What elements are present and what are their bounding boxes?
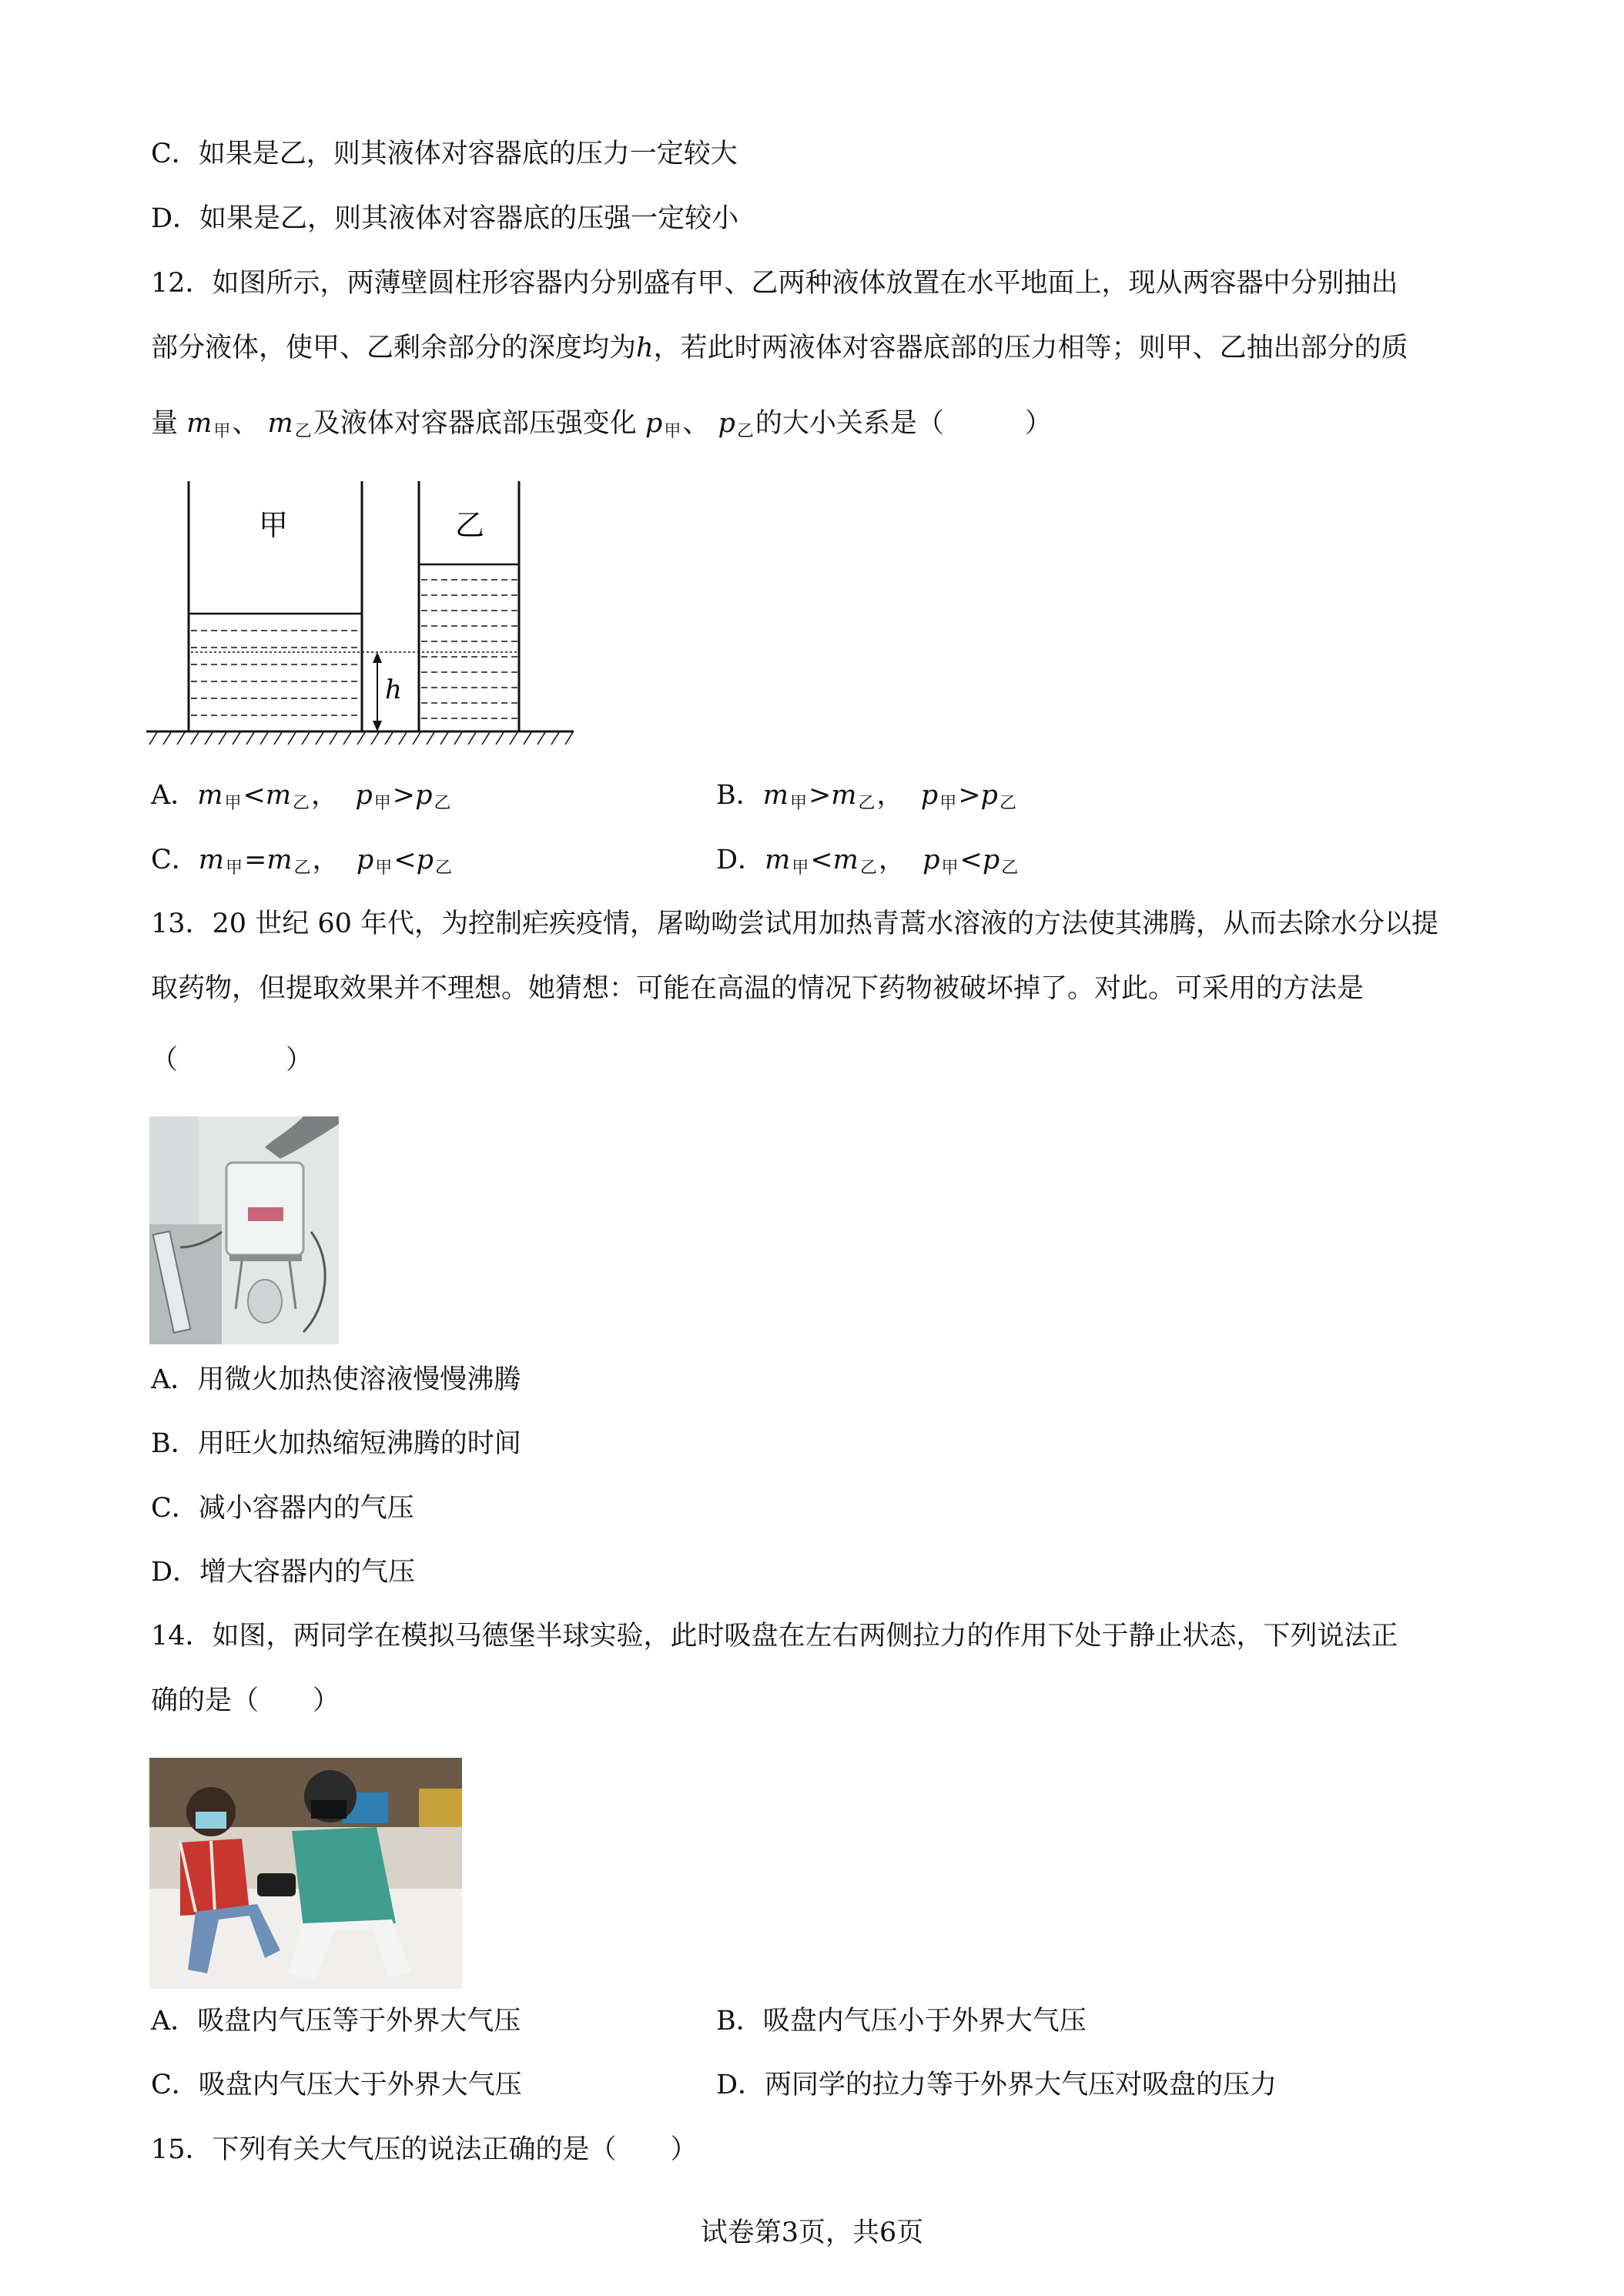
q12-stem-line1: 12．如图所示，两薄壁圆柱形容器内分别盛有甲、乙两种液体放置在水平地面上，现从两容器中分别抽出: [151, 268, 1398, 299]
q13-stem-line1: 13．20 世纪 60 年代，为控制疟疾疫情，屠呦呦尝试用加热青蒿水溶液的方法使其沸腾，从而去除水分以提: [151, 909, 1438, 939]
q12-stem-line2: 部分液体，使甲、乙剩余部分的深度均为h，若此时两液体对容器底部的压力相等；则甲、乙抽出部分的质: [151, 333, 1408, 363]
q12-option-b: B．$m_甲>m_乙$， $p_甲>p_乙$: [716, 780, 1016, 813]
q14-stem-line2: 确的是（ ）: [151, 1685, 340, 1716]
q13-experiment-photo: [149, 1116, 339, 1344]
q12-option-a: A．$m_甲<m_乙$， $p_甲>p_乙$: [151, 780, 451, 813]
q14-option-a: A．吸盘内气压等于外界大气压: [151, 2006, 521, 2037]
q13-option-a: A．用微火加热使溶液慢慢沸腾: [151, 1364, 521, 1395]
q13-stem-line3: （ ）: [151, 1045, 313, 1076]
q13-stem-line2: 取药物，但提取效果并不理想。她猜想：可能在高温的情况下药物被破坏掉了。对此。可采用的方法是: [151, 973, 1364, 1004]
q11-option-d: D．如果是乙，则其液体对容器底的压强一定较小: [151, 203, 739, 234]
label-yi: 乙: [454, 508, 485, 542]
q14-option-d: D．两同学的拉力等于外界大气压对吸盘的压力: [716, 2070, 1277, 2100]
label-jia: 甲: [258, 508, 289, 542]
depth-h-arrow: [373, 652, 382, 731]
q14-option-c: C．吸盘内气压大于外界大气压: [151, 2070, 522, 2100]
q12-option-d: D．$m_甲<m_乙$， $p_甲<p_乙$: [716, 845, 1019, 878]
q13-option-d: D．增大容器内的气压: [151, 1557, 416, 1588]
label-h: h: [385, 674, 402, 705]
q14-magdeburg-photo: [149, 1758, 462, 1989]
page-footer: 试卷第3页，共6页: [700, 2217, 924, 2248]
q13-option-b: B．用旺火加热缩短沸腾的时间: [151, 1428, 521, 1459]
q14-option-b: B．吸盘内气压小于外界大气压: [716, 2006, 1087, 2037]
q11-option-c: C．如果是乙，则其液体对容器底的压力一定较大: [151, 139, 738, 169]
q12-stem-line3: 量 $m_甲$、 $m_乙$及液体对容器底部压强变化 $p_甲$、 $p_乙$的大小关系是（ ）: [151, 408, 1052, 441]
q14-stem-line1: 14．如图，两同学在模拟马德堡半球实验，此时吸盘在左右两侧拉力的作用下处于静止状态，下列说法正: [151, 1621, 1398, 1652]
ground-hatching: [149, 732, 573, 745]
q12-option-c: C．$m_甲=m_乙$， $p_甲<p_乙$: [151, 845, 452, 878]
q13-option-c: C．减小容器内的气压: [151, 1493, 414, 1524]
q15-stem-line1: 15．下列有关大气压的说法正确的是（ ）: [151, 2134, 698, 2165]
q12-container-diagram: [146, 481, 578, 747]
